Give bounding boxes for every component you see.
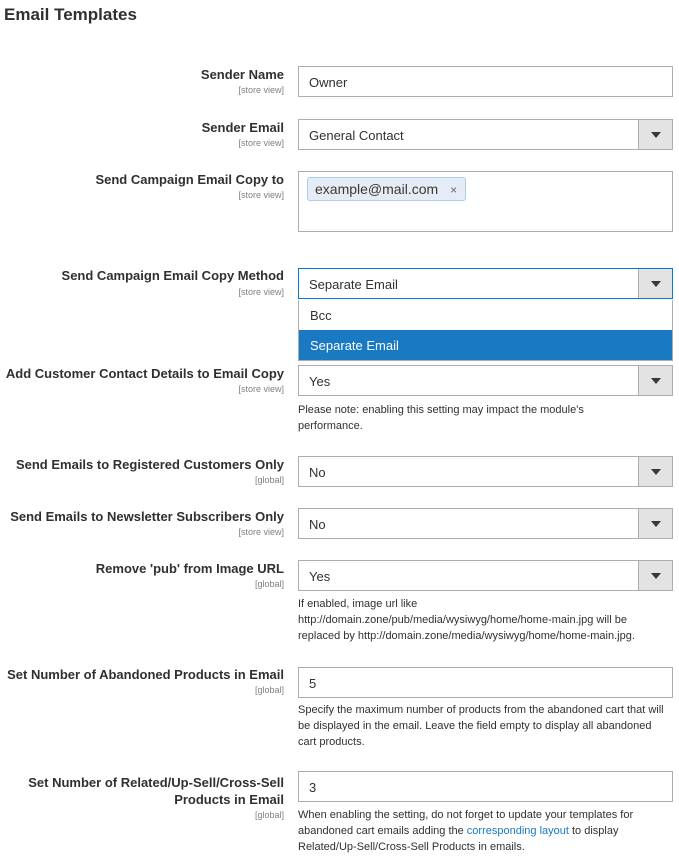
- contact-details-label: Add Customer Contact Details to Email Copy: [5, 366, 284, 381]
- registered-only-select[interactable]: [298, 456, 673, 487]
- chevron-down-icon[interactable]: [638, 120, 672, 149]
- chevron-down-icon[interactable]: [638, 561, 672, 590]
- registered-only-value: No: [309, 465, 326, 480]
- related-count-scope: [global]: [254, 810, 284, 820]
- abandoned-count-value: 5: [309, 676, 317, 691]
- remove-pub-note-line2: http://domain.zone/pub/media/wysiwyg/home/home-main.jpg will be: [298, 614, 627, 626]
- abandoned-count-label: Set Number of Abandoned Products in Email: [7, 667, 284, 682]
- remove-pub-scope: [global]: [254, 579, 284, 589]
- section-title: Email Templates: [4, 5, 137, 24]
- abandoned-count-note: Specify the maximum number of products from the abandoned cart that will be displayed in the email. Leave the field empty to display all abandoned cart products.: [298, 704, 664, 748]
- email-tag: [307, 177, 466, 201]
- related-count-label-line2: Products in Email: [174, 792, 284, 807]
- related-count-note-text-end: to display Related/Up-Sell/Cross-Sell Products in emails.: [298, 825, 619, 853]
- copy-method-value: Separate Email: [309, 277, 398, 292]
- corresponding-layout-link[interactable]: corresponding layout: [466, 825, 569, 837]
- remove-pub-select[interactable]: [298, 560, 673, 591]
- chevron-down-icon[interactable]: [638, 366, 672, 395]
- remove-pub-note: [298, 596, 676, 644]
- sender-email-value: General Contact: [309, 128, 404, 143]
- remove-pub-note-line3: replaced by http://domain.zone/media/wysiwyg/home/home-main.jpg.: [298, 630, 635, 642]
- dropdown-option-bcc[interactable]: Bcc: [310, 308, 332, 323]
- registered-only-scope: [global]: [254, 475, 284, 485]
- subscribers-only-value: No: [309, 517, 326, 532]
- contact-details-value: Yes: [309, 374, 331, 389]
- chevron-down-icon[interactable]: [638, 269, 672, 298]
- related-count-label-line1: Set Number of Related/Up-Sell/Cross-Sell: [28, 775, 284, 790]
- contact-details-note: Please note: enabling this setting may impact the module's performance.: [298, 404, 584, 432]
- remove-pub-note-line1: If enabled, image url like: [298, 598, 418, 610]
- contact-details-scope: [store view]: [238, 384, 284, 394]
- sender-name-scope: [store view]: [238, 85, 284, 95]
- copy-method-dropdown: [298, 300, 673, 361]
- send-copy-to-label: Send Campaign Email Copy to: [95, 172, 284, 187]
- sender-email-select[interactable]: [298, 119, 673, 150]
- sender-email-label: Sender Email: [201, 120, 284, 135]
- related-count-note: [298, 807, 673, 855]
- sender-email-scope: [store view]: [238, 138, 284, 148]
- close-icon[interactable]: ×: [450, 183, 458, 197]
- subscribers-only-label: Send Emails to Newsletter Subscribers Only: [10, 509, 284, 524]
- subscribers-only-select[interactable]: [298, 508, 673, 539]
- related-count-note-text: When enabling the setting, do not forget to update your templates for abandoned cart emails adding the: [298, 809, 634, 837]
- chevron-down-icon[interactable]: [638, 457, 672, 486]
- subscribers-only-scope: [store view]: [238, 527, 284, 537]
- email-tag-label: example@mail.com: [315, 181, 439, 197]
- dropdown-option-separate-email[interactable]: Separate Email: [299, 330, 672, 360]
- sender-name-value: Owner: [309, 75, 348, 90]
- send-copy-to-scope: [store view]: [238, 190, 284, 200]
- related-count-input[interactable]: [298, 771, 673, 802]
- copy-method-label: Send Campaign Email Copy Method: [61, 268, 284, 283]
- remove-pub-value: Yes: [309, 569, 331, 584]
- abandoned-count-input[interactable]: [298, 667, 673, 698]
- remove-pub-label: Remove 'pub' from Image URL: [95, 561, 284, 576]
- copy-method-select[interactable]: [298, 268, 673, 299]
- related-count-value: 3: [309, 780, 317, 795]
- registered-only-label: Send Emails to Registered Customers Only: [15, 457, 284, 472]
- abandoned-count-scope: [global]: [254, 685, 284, 695]
- sender-name-input[interactable]: [298, 66, 673, 97]
- send-copy-to-input[interactable]: [298, 171, 673, 232]
- chevron-down-icon[interactable]: [638, 509, 672, 538]
- sender-name-label: Sender Name: [200, 67, 284, 82]
- contact-details-select[interactable]: [298, 365, 673, 396]
- copy-method-scope: [store view]: [238, 287, 284, 297]
